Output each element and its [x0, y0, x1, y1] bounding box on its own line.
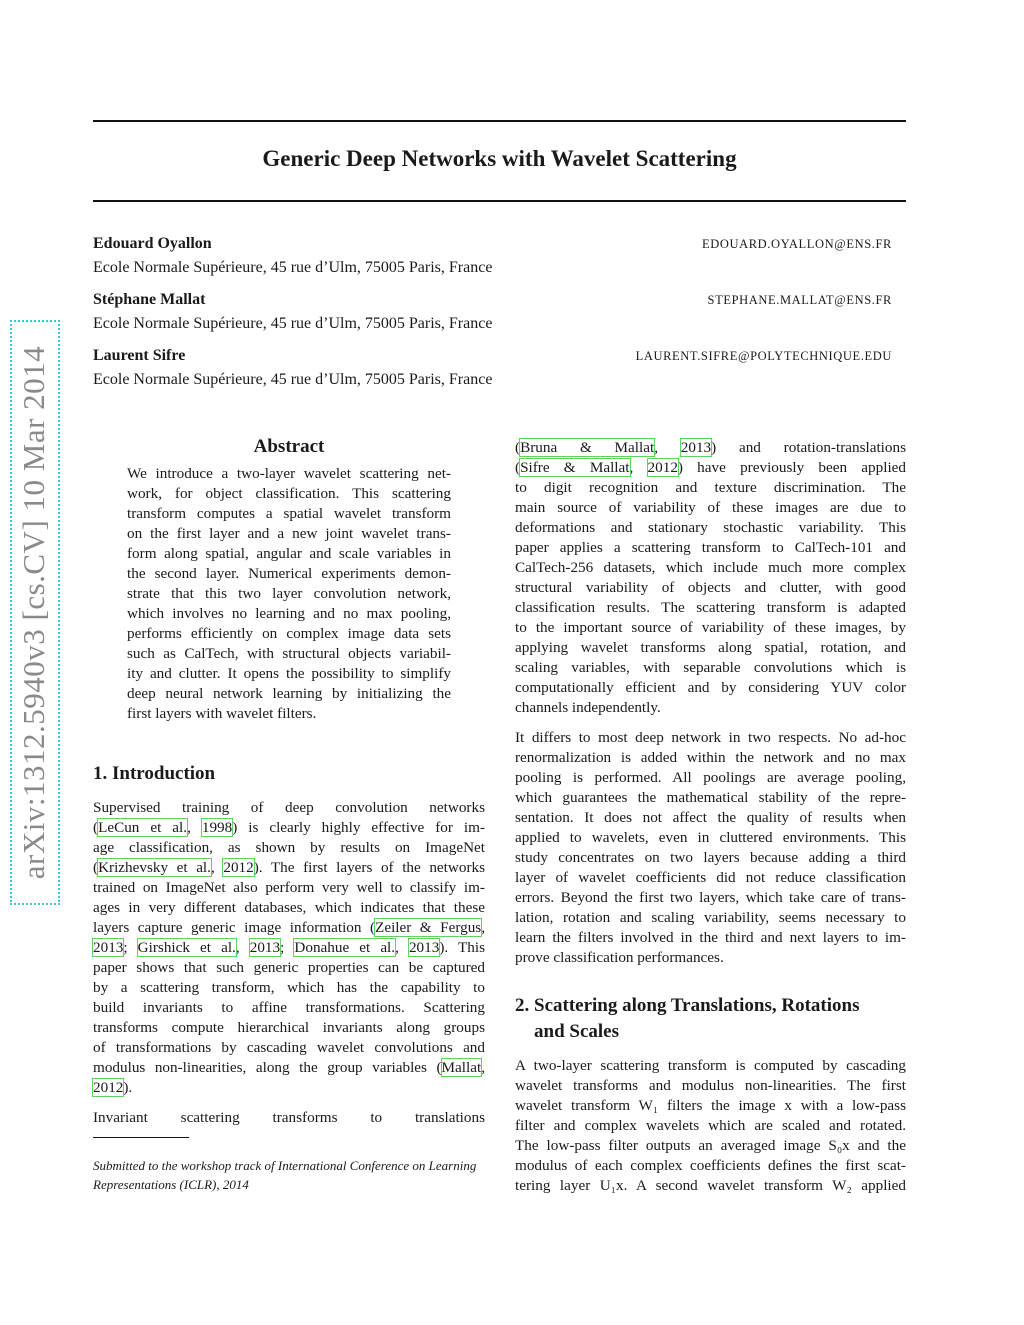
- right-line: renormalization is added within the network and no max: [515, 749, 906, 766]
- abstract-line: which involves no learning and no max pooling,: [127, 605, 451, 622]
- author-email-3[interactable]: LAURENT.SIFRE@POLYTECHNIQUE.EDU: [635, 349, 892, 363]
- intro-line-citation[interactable]: modulus non-linearities, along the group variables (Mallat,: [93, 1059, 485, 1076]
- abstract-line: transform computes a spatial wavelet transform: [127, 505, 451, 522]
- abstract-line: ity and clutter. It opens the possibility to simplify: [127, 665, 451, 682]
- abstract-line: the second layer. Numerical experiments demon-: [127, 565, 451, 582]
- right-line: prove classification performances.: [515, 949, 724, 966]
- intro-heading: 1. Introduction: [93, 763, 216, 784]
- arxiv-stamp[interactable]: [10, 320, 60, 905]
- right-line: learn the filters involved in the third and next layers to im-: [515, 929, 906, 946]
- abstract-line: such as CalTech, with structural objects variabil-: [127, 645, 451, 662]
- section2-heading: [515, 993, 906, 1045]
- right-column-para2: [515, 728, 906, 968]
- top-rule: [93, 120, 906, 122]
- intro-line-citation[interactable]: (LeCun et al., 1998) is clearly highly effective for im-: [93, 819, 486, 836]
- author-email-2[interactable]: STEPHANE.MALLAT@ENS.FR: [707, 293, 892, 307]
- citation-link[interactable]: Bruna & Mallat: [520, 439, 655, 456]
- abstract-heading: Abstract: [253, 436, 325, 457]
- footnote-rule: [93, 1137, 189, 1138]
- citation-link[interactable]: 2013: [93, 939, 124, 956]
- abstract-line: work, for object classification. This scattering: [127, 485, 451, 502]
- right-line: modulus of each complex coefficients defines the first scat-: [515, 1157, 906, 1174]
- citation-link[interactable]: 2012: [647, 459, 678, 476]
- right-line: wavelet transform W₁ filters the image x with a low-pass: [515, 1097, 906, 1114]
- right-line: wavelet transforms and modulus non-linearities. The first: [515, 1077, 906, 1094]
- right-line: to the important source of variability of these images, by: [515, 619, 906, 636]
- intro-line-citation[interactable]: 2013; Girshick et al., 2013; Donahue et al., 2013). This: [93, 939, 485, 956]
- right-line: paper applies a scattering transform to CalTech-101 and: [515, 539, 906, 556]
- citation-link[interactable]: LeCun et al.: [98, 819, 188, 836]
- right-line: classification results. The scattering transform is adapted: [515, 599, 906, 616]
- abstract-line: first layers with wavelet filters.: [127, 705, 317, 722]
- right-line-citation[interactable]: (Sifre & Mallat, 2012) have previously been applied: [515, 459, 907, 476]
- right-line: The low-pass filter outputs an averaged image S₀x and the: [515, 1137, 906, 1154]
- section2-heading-line2: and Scales: [534, 1021, 619, 1042]
- author-name-3: Laurent Sifre: [93, 347, 186, 364]
- footnote: Submitted to the workshop track of International Conference on Learning Representations (ICLR), 2014: [93, 1158, 477, 1192]
- citation-link[interactable]: Sifre & Mallat: [520, 459, 630, 476]
- arxiv-stamp-text[interactable]: arXiv:1312.5940v3 [cs.CV] 10 Mar 2014: [10, 320, 60, 905]
- right-line: scaling variables, with separable convolutions which is: [515, 659, 906, 676]
- author-affiliation-3: Ecole Normale Supérieure, 45 rue d’Ulm, 75005 Paris, France: [93, 371, 493, 388]
- intro-line-citation[interactable]: layers capture generic image information (Zeiler & Fergus,: [93, 919, 485, 936]
- abstract-body: [127, 464, 451, 724]
- author-email-1[interactable]: EDOUARD.OYALLON@ENS.FR: [702, 237, 892, 251]
- right-line: tering layer U₁x. A second wavelet transform W₂ applied: [515, 1177, 906, 1194]
- right-line: main source of variability of these images are due to: [515, 499, 906, 516]
- citation-link[interactable]: 2012: [223, 859, 254, 876]
- right-line: pooling is performed. All poolings are average pooling,: [515, 769, 906, 786]
- right-line: applied to wavelets, even in cluttered environments. This: [515, 829, 906, 846]
- right-line: channels independently.: [515, 699, 661, 716]
- right-line: computationally efficient and by considering YUV color: [515, 679, 906, 696]
- intro-line: trained on ImageNet also perform very well to classify im-: [93, 879, 485, 896]
- intro-line-citation[interactable]: (Krizhevsky et al., 2012). The first layers of the networks: [93, 859, 486, 876]
- citation-link[interactable]: Krizhevsky et al.: [98, 859, 211, 876]
- author-name-2: Stéphane Mallat: [93, 291, 206, 308]
- intro-line: build invariants to affine transformations. Scattering: [93, 999, 485, 1016]
- right-line: which guarantees the mathematical stability of the repre-: [515, 789, 906, 806]
- intro-body: [93, 798, 485, 1128]
- right-line: CalTech-256 datasets, which include much more complex: [515, 559, 906, 576]
- section2-heading-line1: 2. Scattering along Translations, Rotations: [515, 995, 860, 1016]
- intro-line: by a scattering transform, which has the capability to: [93, 979, 485, 996]
- abstract-line: performs efficiently on complex image data sets: [127, 625, 451, 642]
- right-line: filter and complex wavelets which are scaled and rotated.: [515, 1117, 906, 1134]
- right-line: errors. Beyond the first two layers, which take care of trans-: [515, 889, 906, 906]
- right-line-citation[interactable]: (Bruna & Mallat, 2013) and rotation-translations: [515, 439, 906, 456]
- intro-line: age classification, as shown by results on ImageNet: [93, 839, 485, 856]
- intro-line: transforms compute hierarchical invariants along groups: [93, 1019, 485, 1036]
- abstract-line: on the first layer and a new joint wavelet trans-: [127, 525, 451, 542]
- paper-title: Generic Deep Networks with Wavelet Scattering: [262, 146, 737, 171]
- abstract-line: We introduce a two-layer wavelet scattering net-: [127, 465, 451, 482]
- right-line: applying wavelet transforms along spatial, rotation, and: [515, 639, 906, 656]
- right-line: sentation. It does not affect the quality of results when: [515, 809, 906, 826]
- right-line: deformations and stationary stochastic variability. This: [515, 519, 906, 536]
- citation-link[interactable]: 2012: [93, 1079, 124, 1096]
- intro-line: paper shows that such generic properties can be captured: [93, 959, 485, 976]
- right-line: It differs to most deep network in two respects. No ad-hoc: [515, 729, 906, 746]
- citation-link[interactable]: 2013: [680, 439, 712, 456]
- right-line: study concentrates on two layers because adding a third: [515, 849, 906, 866]
- citation-link[interactable]: Donahue et al.: [294, 939, 396, 956]
- citation-link[interactable]: Girshick et al.: [137, 939, 236, 956]
- intro-line: Supervised training of deep convolution networks: [93, 799, 485, 816]
- right-column-para1: [515, 438, 906, 718]
- right-line: structural variability of objects and clutter, with good: [515, 579, 906, 596]
- right-line: lation, rotation and scaling variability, seems necessary to: [515, 909, 906, 926]
- author-affiliation-2: Ecole Normale Supérieure, 45 rue d’Ulm, 75005 Paris, France: [93, 315, 493, 332]
- right-line: layer of wavelet coefficients did not reduce classification: [515, 869, 906, 886]
- intro-line: ages in very different databases, which indicates that these: [93, 899, 485, 916]
- citation-link[interactable]: Zeiler & Fergus: [375, 919, 482, 936]
- author-affiliation-1: Ecole Normale Supérieure, 45 rue d’Ulm, 75005 Paris, France: [93, 259, 493, 276]
- right-line: to digit recognition and texture discrimination. The: [515, 479, 906, 496]
- abstract-line: deep neural network learning by initializing the: [127, 685, 451, 702]
- author-name-1: Edouard Oyallon: [93, 235, 212, 252]
- right-column-para3: [515, 1056, 906, 1196]
- citation-link[interactable]: 2013: [249, 939, 281, 956]
- citation-link[interactable]: Mallat: [441, 1059, 482, 1076]
- intro-line: Invariant scattering transforms to translations: [93, 1109, 485, 1126]
- right-line: A two-layer scattering transform is computed by cascading: [515, 1057, 906, 1074]
- abstract-line: form along spatial, angular and scale variables in: [127, 545, 451, 562]
- intro-line-citation[interactable]: 2012).: [93, 1079, 133, 1096]
- intro-line: of transformations by cascading wavelet convolutions and: [93, 1039, 485, 1056]
- citation-link[interactable]: 1998: [201, 819, 233, 836]
- citation-link[interactable]: 2013: [408, 939, 440, 956]
- abstract-line: strate that this two layer convolution network,: [127, 585, 451, 602]
- title-rule: [93, 200, 906, 202]
